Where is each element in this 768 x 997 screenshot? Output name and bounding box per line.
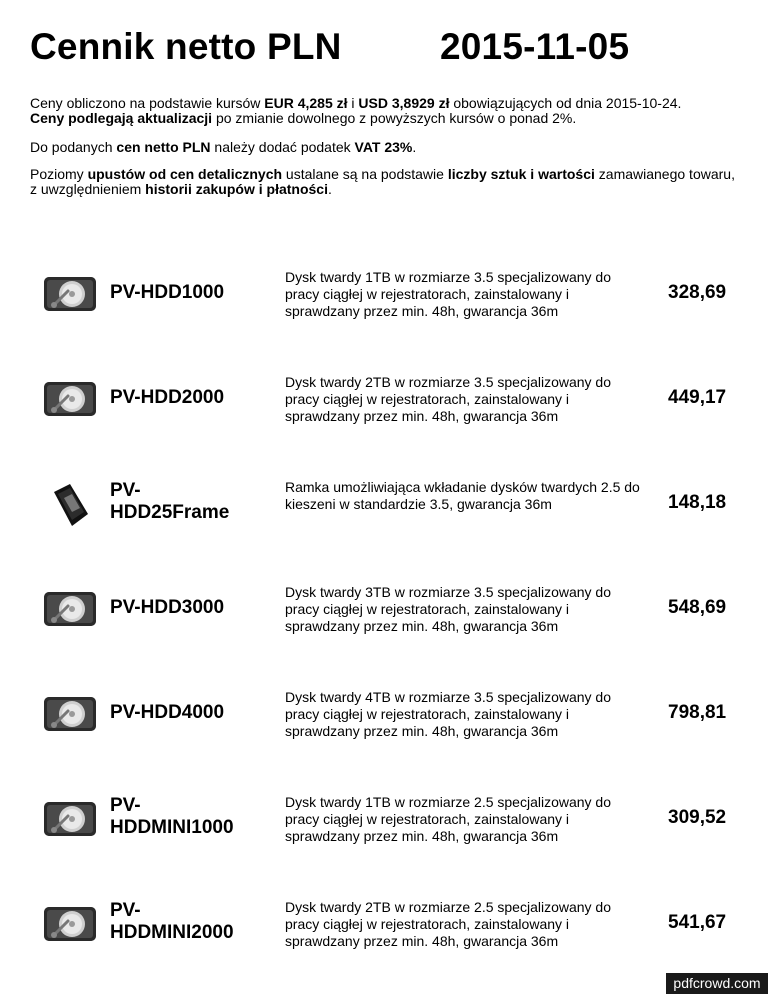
hard-drive-icon <box>44 907 96 941</box>
text: Ceny obliczono na podstawie kursów <box>30 95 265 111</box>
product-sku: PV-HDD4000 <box>110 702 225 723</box>
text: obowiązujących od dnia 2015-10-24. <box>449 95 682 111</box>
product-description: Dysk twardy 1TB w rozmiarze 2.5 specjalizowany do pracy ciągłej w rejestratorach, zainstalowany i sprawdzany przez min. 48h, gwarancja 36m <box>285 794 612 844</box>
eur-rate: EUR 4,285 zł <box>264 95 348 111</box>
page-header <box>30 26 750 70</box>
product-sku: PV-HDD2000 <box>110 387 225 408</box>
text: i <box>347 95 359 111</box>
update-note <box>30 111 740 126</box>
product-price: 309,52 <box>668 807 727 828</box>
product-sku: PV-HDD3000 <box>110 597 225 618</box>
product-row <box>0 787 768 892</box>
product-price: 798,81 <box>668 702 727 723</box>
usd-rate: USD 3,8929 zł <box>358 95 450 111</box>
vat-note <box>30 140 740 155</box>
history-emphasis: historii zakupów i płatności <box>145 181 328 197</box>
product-description: Dysk twardy 1TB w rozmiarze 3.5 specjalizowany do pracy ciągłej w rejestratorach, zainstalowany i sprawdzany przez min. 48h, gwarancja 36m <box>285 269 612 319</box>
hard-drive-icon <box>44 382 96 416</box>
hard-drive-icon <box>44 592 96 626</box>
text: należy dodać podatek <box>210 139 355 155</box>
hard-drive-icon <box>44 802 96 836</box>
product-row <box>0 472 768 577</box>
product-sku: PV-HDD1000 <box>110 282 225 303</box>
price-list-date: 2015-11-05 <box>440 26 630 67</box>
product-price: 541,67 <box>668 912 727 933</box>
text: po zmianie dowolnego z powyższych kursów o ponad 2%. <box>212 110 577 126</box>
product-row <box>0 682 768 787</box>
product-list <box>0 262 768 997</box>
drive-frame-icon <box>50 482 90 528</box>
page-title: Cennik netto PLN <box>30 26 342 67</box>
quantity-emphasis: liczby sztuk i wartości <box>447 166 595 182</box>
text: Poziomy <box>30 166 88 182</box>
text: . <box>327 181 332 197</box>
product-description: Dysk twardy 4TB w rozmiarze 3.5 specjalizowany do pracy ciągłej w rejestratorach, zainstalowany i sprawdzany przez min. 48h, gwarancja 36m <box>285 689 612 739</box>
product-row <box>0 577 768 682</box>
net-price-emphasis: cen netto PLN <box>116 139 211 155</box>
text: z uwzględnieniem <box>30 181 146 197</box>
product-row <box>0 367 768 472</box>
text: . <box>412 139 417 155</box>
discount-note <box>30 167 740 197</box>
product-sku: PV- HDD25Frame <box>110 480 230 523</box>
update-emphasis: Ceny podlegają aktualizacji <box>30 110 213 126</box>
discount-emphasis: upustów od cen detalicznych <box>87 166 283 182</box>
product-price: 449,17 <box>668 387 727 408</box>
product-description: Dysk twardy 3TB w rozmiarze 3.5 specjalizowany do pracy ciągłej w rejestratorach, zainstalowany i sprawdzany przez min. 48h, gwarancja 36m <box>285 584 612 634</box>
product-sku: PV- HDDMINI2000 <box>110 900 234 943</box>
intro-notes <box>30 96 740 197</box>
product-description: Ramka umożliwiająca wkładanie dysków twardych 2.5 do kieszeni w standardzie 3.5, gwarancja 36m <box>285 479 640 512</box>
vat-rate: VAT 23% <box>354 139 413 155</box>
product-description: Dysk twardy 2TB w rozmiarze 2.5 specjalizowany do pracy ciągłej w rejestratorach, zainstalowany i sprawdzany przez min. 48h, gwarancja 36m <box>285 899 612 949</box>
watermark: pdfcrowd.com <box>666 973 768 994</box>
product-row <box>0 262 768 367</box>
product-description: Dysk twardy 2TB w rozmiarze 3.5 specjalizowany do pracy ciągłej w rejestratorach, zainstalowany i sprawdzany przez min. 48h, gwarancja 36m <box>285 374 612 424</box>
text: zamawianego towaru, <box>594 166 735 182</box>
product-price: 548,69 <box>668 597 727 618</box>
product-price: 328,69 <box>668 282 727 303</box>
text: ustalane są na podstawie <box>282 166 448 182</box>
product-sku: PV- HDDMINI1000 <box>110 795 234 838</box>
text: Do podanych <box>30 139 117 155</box>
hard-drive-icon <box>44 697 96 731</box>
hard-drive-icon <box>44 277 96 311</box>
exchange-rate-note <box>30 96 740 111</box>
product-row <box>0 892 768 997</box>
product-price: 148,18 <box>668 492 727 513</box>
